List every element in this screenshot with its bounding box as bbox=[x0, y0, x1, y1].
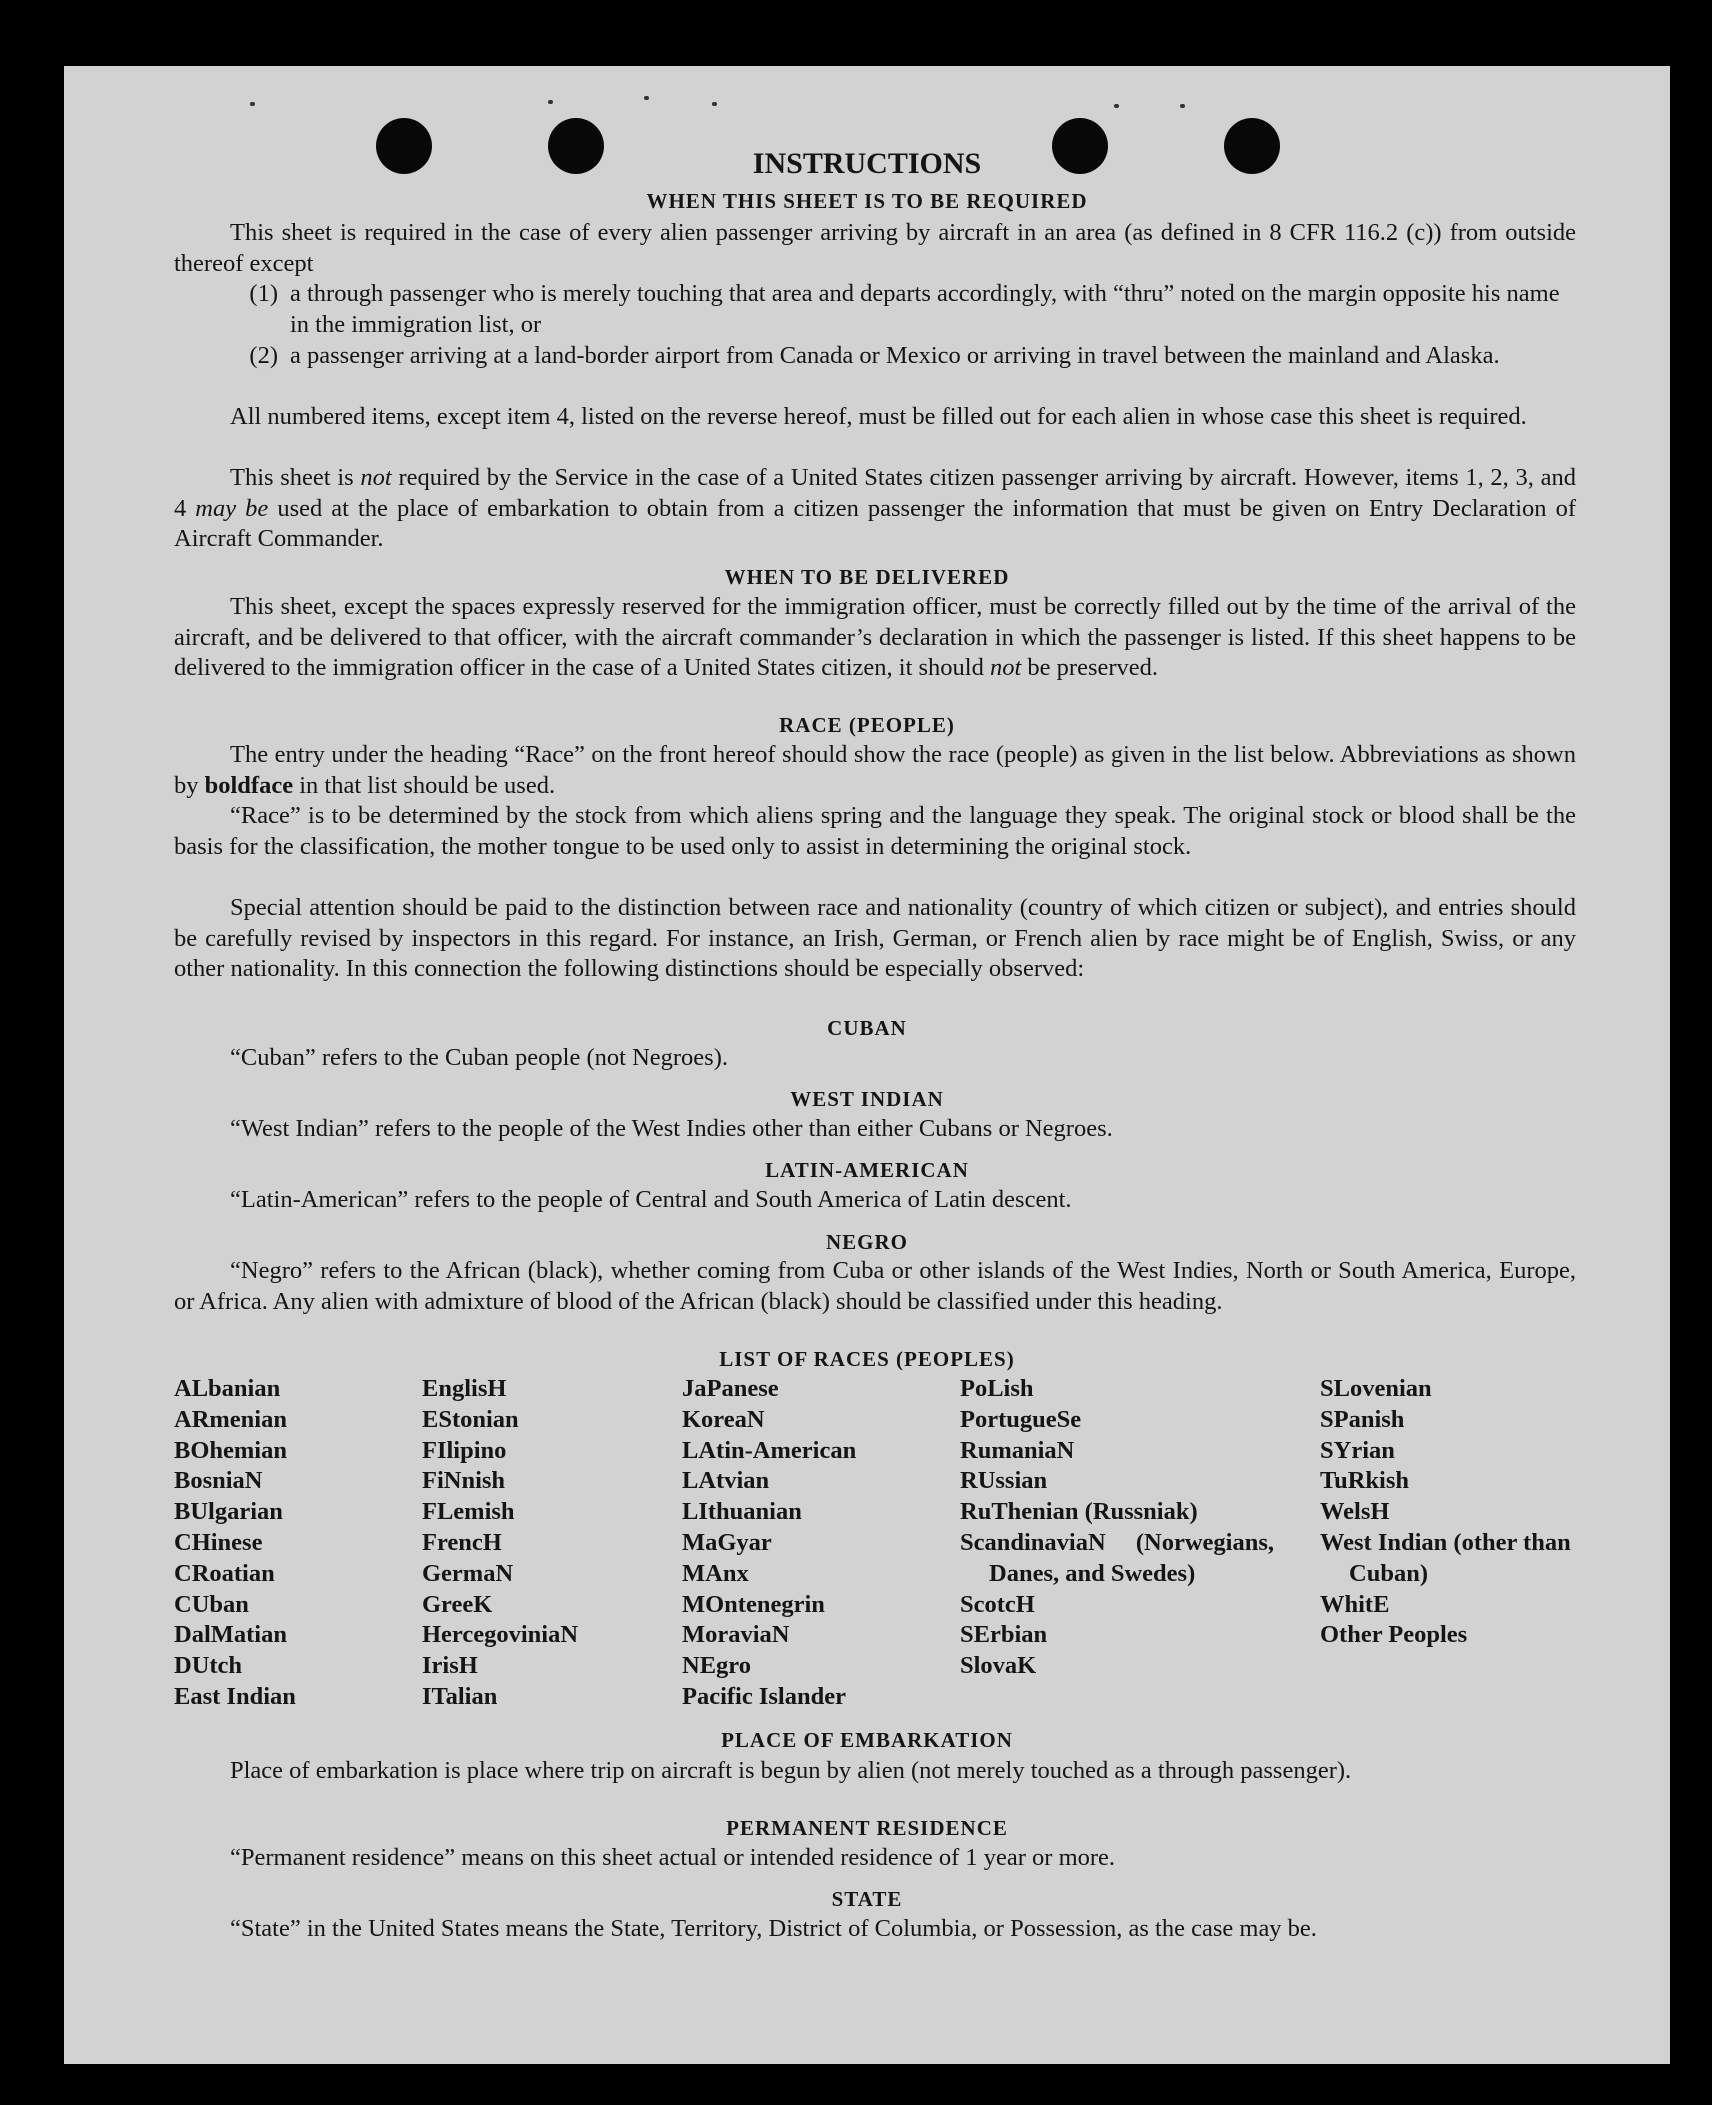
race-paragraph-2: “Race” is to be determined by the stock from which aliens spring and the language they speak. The original stock or blood shall be the basis for the classification, the mother tongue to be used only to assist in determining the original stock. bbox=[174, 802, 1576, 860]
race-entry: WhitE bbox=[1320, 1590, 1390, 1618]
race-entry: ScandinaviaN (Norwegians, Danes, and Swedes) bbox=[960, 1528, 1274, 1587]
exception-item bbox=[249, 341, 1576, 372]
exception-item bbox=[249, 279, 1576, 340]
citizen-paragraph bbox=[174, 463, 1576, 555]
race-entry: CHinese bbox=[174, 1528, 263, 1556]
text-run: This sheet is bbox=[230, 464, 361, 491]
negro-paragraph: “Negro” refers to the African (black), whether coming from Cuba or other islands of the West Indies, North or South America, Europe, or Africa. Any alien with admixture of blood of the African (black) should be classified under this heading. bbox=[174, 1257, 1576, 1315]
italic-not: not bbox=[360, 464, 392, 491]
when-required-intro: This sheet is required in the case of every alien passenger arriving by aircraft in an area (as defined in 8 CFR 116.2 (c)) from outside thereof except bbox=[174, 219, 1576, 277]
section-heading-list-of-races: LIST OF RACES (PEOPLES) bbox=[719, 1347, 1015, 1371]
race-column bbox=[422, 1374, 672, 1713]
race-entry: FiNnish bbox=[422, 1467, 506, 1495]
race-entry: LIthuanian bbox=[682, 1498, 802, 1526]
race-entry: BosniaN bbox=[174, 1467, 263, 1495]
section-heading-when-delivered: WHEN TO BE DELIVERED bbox=[724, 565, 1010, 589]
section-heading-embarkation: PLACE OF EMBARKATION bbox=[721, 1728, 1013, 1752]
race-entry: FLemish bbox=[422, 1498, 515, 1526]
race-entry: BUlgarian bbox=[174, 1498, 283, 1526]
italic-not: not bbox=[989, 654, 1022, 682]
scan-speck bbox=[644, 96, 649, 100]
race-entry: ScotcH bbox=[960, 1590, 1035, 1618]
cuban-paragraph: “Cuban” refers to the Cuban people (not Negroes). bbox=[230, 1044, 728, 1071]
race-entry: West Indian (other than Cuban) bbox=[1320, 1528, 1571, 1587]
race-column bbox=[960, 1374, 1274, 1682]
race-entry: NEgro bbox=[682, 1652, 751, 1680]
race-paragraph-3: Special attention should be paid to the distinction between race and nationality (country of which citizen or subject), and entries should be carefully revised by inspectors in this regard. For instance, an Irish, German, or French alien by race might be of English, Swiss, or any other nationality. In this connection the following distinctions should be especially observed: bbox=[174, 894, 1576, 983]
italic-may-be: may be bbox=[195, 494, 269, 522]
items-paragraph: All numbered items, except item 4, listed on the reverse hereof, must be filled out for each alien in whose case this sheet is required. bbox=[230, 403, 1527, 430]
text-run: This sheet, except the spaces expressly reserved for the immigration officer, must be correctly filled out by the time of the arrival of the aircraft, and be delivered to that officer, with the aircraft commander’s declaration in which the passenger is listed. If this sheet happens to be delivered to the immigration officer in the case of a United States citizen, it should bbox=[174, 593, 1576, 682]
race-entry: EStonian bbox=[422, 1405, 519, 1433]
race-entry: SPanish bbox=[1320, 1405, 1405, 1433]
race-entry: CUban bbox=[174, 1590, 249, 1618]
race-entry: LAtvian bbox=[682, 1467, 770, 1495]
section-heading-west-indian: WEST INDIAN bbox=[790, 1087, 944, 1111]
section-heading-race: RACE (PEOPLE) bbox=[779, 713, 955, 737]
race-entry: TuRkish bbox=[1320, 1467, 1410, 1495]
race-entry: FIlipino bbox=[422, 1436, 507, 1464]
section-heading-residence: PERMANENT RESIDENCE bbox=[726, 1816, 1008, 1840]
west-indian-paragraph: “West Indian” refers to the people of the West Indies other than either Cubans or Negroes. bbox=[230, 1115, 1113, 1142]
race-paragraph-1 bbox=[174, 740, 1576, 801]
exception-number: (2) bbox=[249, 342, 278, 369]
race-entry: KoreaN bbox=[682, 1405, 765, 1433]
section-heading-when-required: WHEN THIS SHEET IS TO BE REQUIRED bbox=[646, 189, 1088, 213]
race-entry: IrisH bbox=[422, 1652, 478, 1680]
exception-text: a passenger arriving at a land-border airport from Canada or Mexico or arriving in travel between the mainland and Alaska. bbox=[290, 342, 1500, 369]
embarkation-paragraph: Place of embarkation is place where trip on aircraft is begun by alien (not merely touched as a through passenger). bbox=[230, 1757, 1352, 1784]
exception-text: a through passenger who is merely touching that area and departs accordingly, with “thru” noted on the margin opposite his name in the immigration list, or bbox=[290, 280, 1560, 338]
scan-speck bbox=[548, 100, 553, 104]
state-paragraph: “State” in the United States means the State, Territory, District of Columbia, or Possession, as the case may be. bbox=[230, 1915, 1317, 1942]
race-column bbox=[1320, 1374, 1580, 1651]
race-entry: PoLish bbox=[960, 1375, 1034, 1402]
text-run: used at the place of embarkation to obtain from a citizen passenger the information that must be given on Entry Declaration of Aircraft Commander. bbox=[174, 494, 1576, 553]
page-title: INSTRUCTIONS bbox=[752, 147, 982, 180]
race-entry: SErbian bbox=[960, 1621, 1048, 1649]
delivered-paragraph bbox=[174, 592, 1576, 684]
scan-speck bbox=[712, 102, 717, 106]
race-entry: GermaN bbox=[422, 1559, 514, 1587]
text-run: required by the Service in the case of a United States citizen passenger arriving by aircraft. However, items 1, 2, 3, and 4 bbox=[174, 464, 1576, 522]
text-run: in that list should be used. bbox=[293, 771, 556, 799]
race-entry: EnglisH bbox=[422, 1375, 507, 1402]
race-entry: MAnx bbox=[682, 1559, 749, 1587]
race-entry: RUssian bbox=[960, 1467, 1048, 1495]
document-sheet bbox=[64, 66, 1670, 2064]
latin-american-paragraph: “Latin-American” refers to the people of Central and South America of Latin descent. bbox=[230, 1186, 1072, 1213]
race-entry: MaGyar bbox=[682, 1528, 772, 1556]
race-column bbox=[174, 1374, 414, 1713]
race-entry: SlovaK bbox=[960, 1652, 1037, 1680]
residence-paragraph: “Permanent residence” means on this sheet actual or intended residence of 1 year or more. bbox=[230, 1844, 1116, 1871]
race-entry: DalMatian bbox=[174, 1621, 287, 1649]
race-entry: FrencH bbox=[422, 1528, 502, 1556]
race-entry: DUtch bbox=[174, 1652, 243, 1680]
scan-speck bbox=[1180, 104, 1185, 108]
race-entry: East Indian bbox=[174, 1682, 296, 1710]
scan-speck bbox=[1114, 104, 1119, 108]
section-heading-negro: NEGRO bbox=[825, 1230, 908, 1254]
race-entry: RuThenian (Russniak) bbox=[960, 1498, 1198, 1526]
race-entry: ARmenian bbox=[174, 1405, 287, 1433]
race-entry: ALbanian bbox=[174, 1375, 281, 1402]
section-heading-cuban: CUBAN bbox=[827, 1016, 907, 1040]
text-run: be preserved. bbox=[1021, 654, 1159, 682]
section-heading-state: STATE bbox=[831, 1887, 903, 1911]
race-entry: MOntenegrin bbox=[682, 1590, 825, 1618]
race-entry: LAtin-American bbox=[682, 1436, 857, 1464]
race-entry: Other Peoples bbox=[1320, 1621, 1468, 1649]
exception-number: (1) bbox=[249, 280, 278, 307]
race-entry: WelsH bbox=[1320, 1498, 1390, 1526]
race-entry: ITalian bbox=[422, 1682, 498, 1710]
race-entry: PortugueSe bbox=[960, 1405, 1082, 1433]
section-heading-latin-american: LATIN-AMERICAN bbox=[765, 1158, 969, 1182]
race-entry: RumaniaN bbox=[960, 1436, 1075, 1464]
scan-speck bbox=[250, 102, 255, 106]
text-run: The entry under the heading “Race” on the front hereof should show the race (people) as given in the list below. Abbreviations as shown by bbox=[174, 741, 1576, 799]
race-entry: SLovenian bbox=[1320, 1375, 1432, 1402]
race-entry: JaPanese bbox=[682, 1375, 779, 1402]
race-entry: CRoatian bbox=[174, 1559, 275, 1587]
race-entry: MoraviaN bbox=[682, 1621, 790, 1649]
race-entry: HercegoviniaN bbox=[422, 1621, 579, 1649]
race-entry: BOhemian bbox=[174, 1436, 287, 1464]
bold-word: boldface bbox=[204, 771, 294, 799]
race-column bbox=[682, 1374, 952, 1713]
race-entry: SYrian bbox=[1320, 1436, 1395, 1464]
race-entry: Pacific Islander bbox=[682, 1682, 846, 1710]
race-entry: GreeK bbox=[422, 1590, 493, 1618]
